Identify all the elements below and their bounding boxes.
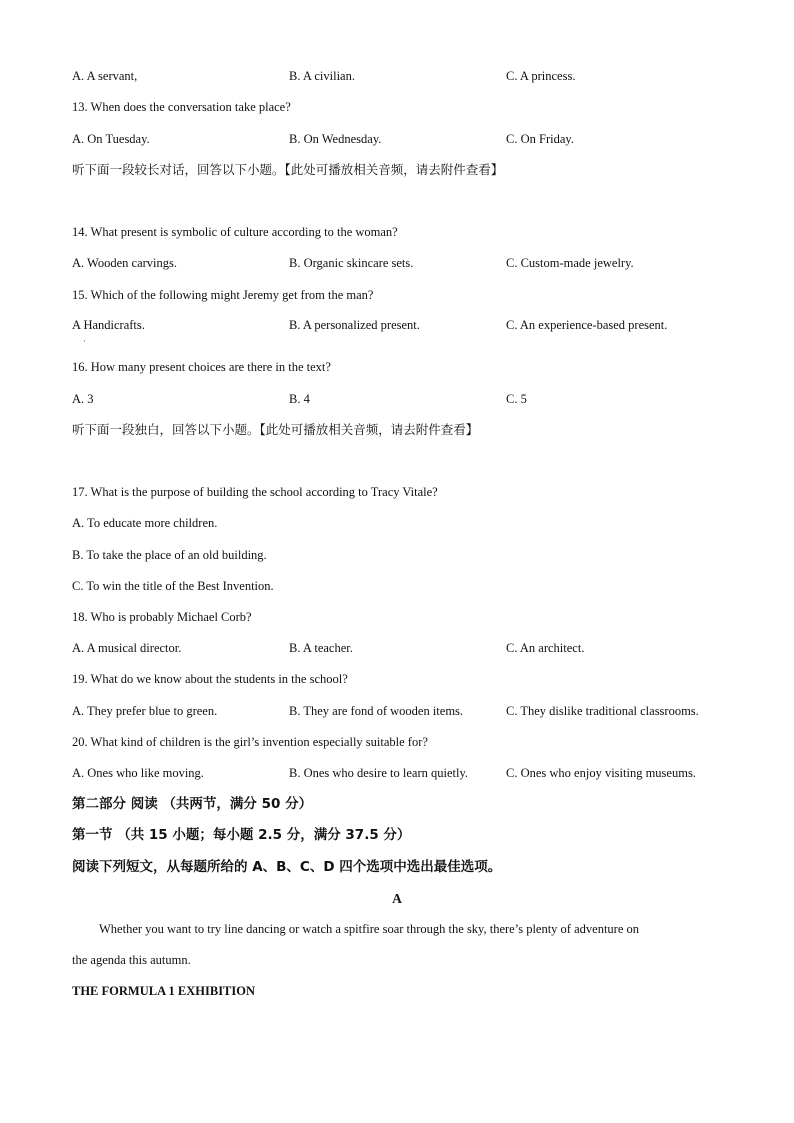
q16-option-b: B. 4 <box>289 392 310 406</box>
q12-option-c: C. A princess. <box>506 69 576 83</box>
reading-instruction: 阅读下列短文，从每题所给的 A、B、C、D 四个选项中选出最佳选项。 <box>72 859 502 875</box>
q20-stem: 20. What kind of children is the girl’s invention especially suitable for? <box>72 735 428 749</box>
q15-option-c: C. An experience-based present. <box>506 318 668 332</box>
q20-option-c: C. Ones who enjoy visiting museums. <box>506 766 696 780</box>
q13-stem: 13. When does the conversation take place? <box>72 100 291 114</box>
q19-option-c: C. They dislike traditional classrooms. <box>506 704 699 718</box>
q17-option-b: B. To take the place of an old building. <box>72 548 267 562</box>
stray-dot-mark: · <box>83 337 86 346</box>
q15-option-b: B. A personalized present. <box>289 318 420 332</box>
q16-option-c: C. 5 <box>506 392 527 406</box>
q14-option-a: A. Wooden carvings. <box>72 256 177 270</box>
q14-stem: 14. What present is symbolic of culture according to the woman? <box>72 225 398 239</box>
q18-stem: 18. Who is probably Michael Corb? <box>72 610 252 624</box>
passage-line-1: Whether you want to try line dancing or watch a spitfire soar through the sky, there’s plenty of adventure on <box>99 922 640 936</box>
section-heading: THE FORMULA 1 EXHIBITION <box>72 984 256 998</box>
q19-stem: 19. What do we know about the students in the school? <box>72 672 348 686</box>
q12-option-a: A. A servant, <box>72 69 138 83</box>
q13-option-a: A. On Tuesday. <box>72 132 150 146</box>
q15-stem: 15. Which of the following might Jeremy get from the man? <box>72 288 374 302</box>
q18-option-a: A. A musical director. <box>72 641 182 655</box>
q16-option-a: A. 3 <box>72 392 94 406</box>
q16-stem: 16. How many present choices are there in the text? <box>72 360 331 374</box>
q13-option-b: B. On Wednesday. <box>289 132 382 146</box>
passage-letter: A <box>392 891 402 906</box>
q13-option-c: C. On Friday. <box>506 132 574 146</box>
q12-option-b: B. A civilian. <box>289 69 355 83</box>
part2-heading: 第二部分 阅读 （共两节，满分 50 分） <box>72 796 313 812</box>
q17-stem: 17. What is the purpose of building the school according to Tracy Vitale? <box>72 485 438 499</box>
q20-option-a: A. Ones who like moving. <box>72 766 204 780</box>
q18-option-c: C. An architect. <box>506 641 585 655</box>
q17-option-a: A. To educate more children. <box>72 516 218 530</box>
q14-option-c: C. Custom-made jewelry. <box>506 256 634 270</box>
q19-option-a: A. They prefer blue to green. <box>72 704 218 718</box>
q19-option-b: B. They are fond of wooden items. <box>289 704 464 718</box>
listening-instruction-1: 听下面一段较长对话，回答以下小题。【此处可播放相关音频，请去附件查看】 <box>72 162 504 177</box>
section1-heading: 第一节 （共 15 小题；每小题 2.5 分，满分 37.5 分） <box>72 827 411 843</box>
q14-option-b: B. Organic skincare sets. <box>289 256 414 270</box>
q18-option-b: B. A teacher. <box>289 641 353 655</box>
q17-option-c: C. To win the title of the Best Invention. <box>72 579 274 593</box>
q20-option-b: B. Ones who desire to learn quietly. <box>289 766 469 780</box>
passage-line-2: the agenda this autumn. <box>72 953 191 967</box>
q15-option-a: A Handicrafts. <box>72 318 145 332</box>
listening-instruction-2: 听下面一段独白，回答以下小题。【此处可播放相关音频，请去附件查看】 <box>72 422 479 437</box>
